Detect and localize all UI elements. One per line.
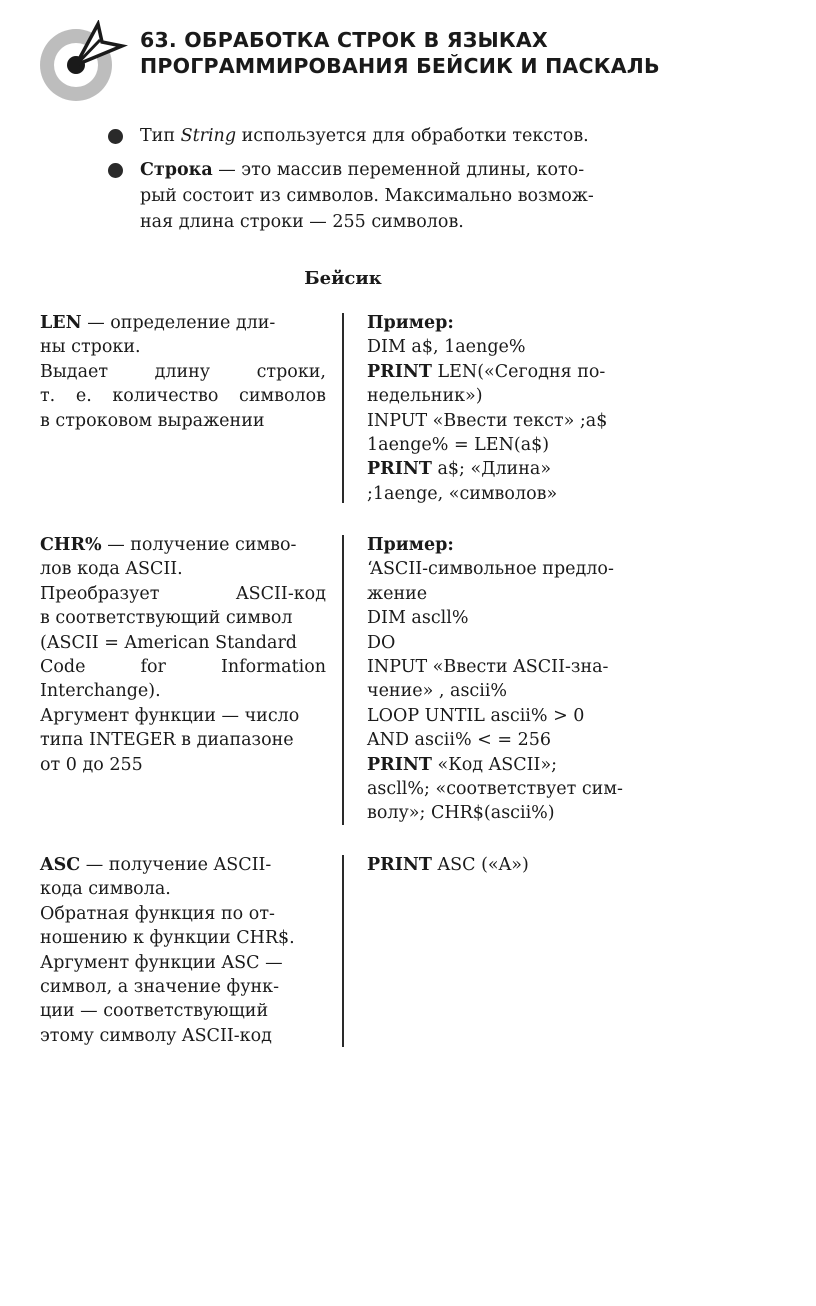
chr-description: CHR% — получение симво- лов кода ASCII. Преобразует ASCII-код в соответствующий символ (ASCII = American Standard Code for Information Interchange). Аргумент функции — число типа INTEGER в диапазоне от 0 до 255 bbox=[40, 535, 326, 775]
bullet-string-definition: Строка — это массив переменной длины, кото- рый состоит из символов. Максимально возмож- ная длина строки — 255 символов. bbox=[108, 157, 656, 235]
string-term: String bbox=[180, 126, 237, 146]
section-title: Бейсик bbox=[304, 268, 382, 289]
asc-term: ASC bbox=[40, 855, 81, 875]
bullet-list bbox=[108, 123, 656, 243]
chr-example: Пример: ‘ASCII-символьное предло- жение DIM ascll% DO INPUT «Ввести ASCII-зна- чение» , ascii% LOOP UNTIL ascii% > 0 AND ascii% < = 256 PRINT «Код ASCII»; ascll%; «соответствует сим- волу»; CHR$(ascii%) bbox=[367, 535, 623, 824]
column-divider bbox=[342, 313, 344, 503]
bullet-dot-icon bbox=[108, 163, 123, 178]
example-label: Пример: bbox=[367, 313, 454, 333]
page-title-line1: 63. ОБРАБОТКА СТРОК В ЯЗЫКАХ bbox=[140, 28, 548, 52]
asc-example: PRINT ASC («A») bbox=[367, 855, 529, 875]
bullet-dot-icon bbox=[108, 129, 123, 144]
page-title-line2: ПРОГРАММИРОВАНИЯ БЕЙСИК И ПАСКАЛЬ bbox=[140, 54, 660, 78]
chr-term: CHR% bbox=[40, 535, 102, 555]
example-label: Пример: bbox=[367, 535, 454, 555]
column-divider bbox=[342, 535, 344, 825]
len-description: LEN — определение дли- ны строки. Выдает длину строки, т. е. количество символов в строковом выражении bbox=[40, 313, 326, 431]
bullet-string-type: Тип String используется для обработки текстов. bbox=[108, 123, 656, 149]
len-example: Пример: DIM a$, 1aenge% PRINT LEN(«Сегодня по- недельник») INPUT «Ввести текст» ;a$ 1aenge% = LEN(a$) PRINT a$; «Длина» ;1aenge, «символов» bbox=[367, 313, 608, 504]
column-divider bbox=[342, 855, 344, 1047]
stroka-term: Строка bbox=[140, 160, 213, 180]
page-title bbox=[140, 27, 660, 79]
target-arrow-icon bbox=[38, 20, 138, 102]
asc-description: ASC — получение ASCII- кода символа. Обратная функция по от- ношению к функции CHR$. Аргумент функции ASC — символ, а значение функ- ции — соответствующий этому символу ASCII-код bbox=[40, 855, 295, 1046]
len-term: LEN bbox=[40, 313, 82, 333]
